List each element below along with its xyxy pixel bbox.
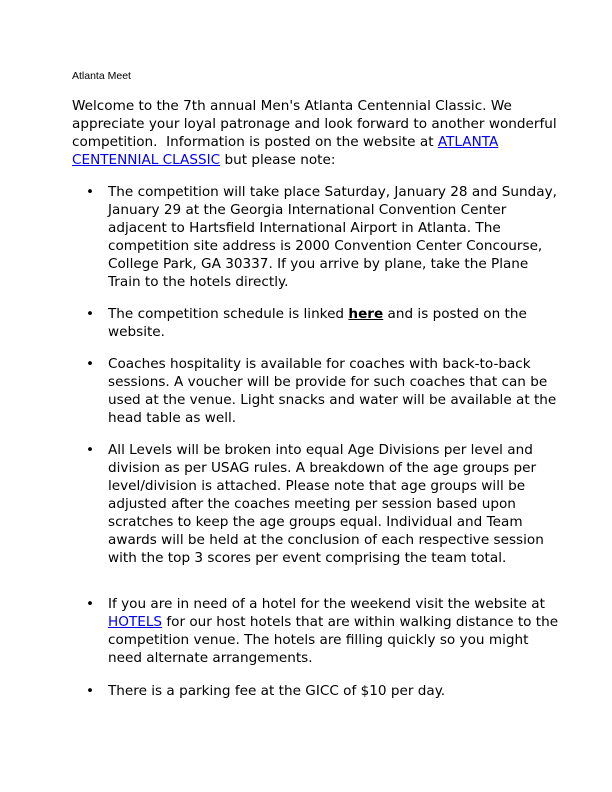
bullet-line: January 29 at the Georgia International Convention Center (108, 202, 507, 218)
bullet-line: scratches to keep the age groups equal. Individual and Team (108, 514, 523, 530)
intro-line (72, 133, 542, 151)
bullet-dot: • (86, 184, 95, 200)
bullet-line: division as per USAG rules. A breakdown of the age groups per (108, 460, 537, 476)
intro-line: appreciate your loyal patronage and look forward to another wonderful (72, 116, 557, 132)
bullet-line: There is a parking fee at the GICC of $10 per day. (108, 683, 446, 699)
bullet-line: Train to the hotels directly. (108, 274, 289, 290)
bullet-dot: • (86, 356, 95, 372)
bullet-dot: • (86, 442, 95, 458)
bullet-line: Coaches hospitality is available for coaches with back-to-back (108, 356, 531, 372)
hotels-post: for our host hotels that are within walking distance to the (162, 614, 559, 630)
bullet-hospitality (108, 355, 557, 427)
intro-line: Welcome to the 7th annual Men's Atlanta Centennial Classic. We (72, 98, 512, 114)
bullet-hotels (108, 595, 559, 667)
bullet-dot: • (86, 596, 95, 612)
bullet-line: adjacent to Hartsfield International Airport in Atlanta. The (108, 220, 501, 236)
bullet-line: College Park, GA 30337. If you arrive by plane, take the Plane (108, 256, 529, 272)
hotels-link[interactable]: HOTELS (108, 614, 163, 630)
intro-line-text: competition. Information is posted on the website at (72, 134, 438, 150)
bullet-line: used at the venue. Light snacks and water will be available at the (108, 392, 557, 408)
atlanta-centennial-classic-link-cont[interactable]: CENTENNIAL CLASSIC (72, 152, 221, 168)
bullet-dot: • (86, 683, 95, 699)
bullet-line: with the top 3 scores per event comprising the team total. (108, 550, 507, 566)
bullet-line (108, 613, 559, 631)
bullet-parking (108, 682, 548, 700)
bullet-line: If you are in need of a hotel for the weekend visit the website at (108, 596, 545, 612)
bullet-line: need alternate arrangements. (108, 650, 313, 666)
bullet-line: website. (108, 324, 165, 340)
schedule-pre: The competition schedule is linked (108, 306, 349, 322)
bullet-line: All Levels will be broken into equal Age Divisions per level and (108, 442, 533, 458)
bullet-schedule (108, 305, 548, 341)
intro-tail: but please note: (220, 152, 336, 168)
bullet-line (108, 305, 548, 323)
page-header: Atlanta Meet (72, 70, 131, 82)
bullet-dot: • (86, 306, 95, 322)
intro-paragraph (72, 97, 557, 169)
schedule-post: and is posted on the (383, 306, 527, 322)
bullet-line: sessions. A voucher will be provide for such coaches that can be (108, 374, 548, 390)
bullet-line: competition site address is 2000 Convention Center Concourse, (108, 238, 543, 254)
schedule-here-link[interactable]: here (348, 306, 384, 322)
bullet-line: adjusted after the coaches meeting per session based upon (108, 496, 516, 512)
atlanta-centennial-classic-link[interactable]: ATLANTA (437, 134, 499, 150)
bullet-line: The competition will take place Saturday, January 28 and Sunday, (108, 184, 557, 200)
bullet-age-divisions (108, 441, 548, 567)
bullet-line: competition venue. The hotels are filling quickly so you might (108, 632, 529, 648)
bullet-line: level/division is attached. Please note that age groups will be (108, 478, 526, 494)
bullet-line: awards will be held at the conclusion of each respective session (108, 532, 544, 548)
bullet-line: head table as well. (108, 410, 237, 426)
intro-line (72, 151, 542, 169)
bullet-competition-dates (108, 183, 557, 291)
